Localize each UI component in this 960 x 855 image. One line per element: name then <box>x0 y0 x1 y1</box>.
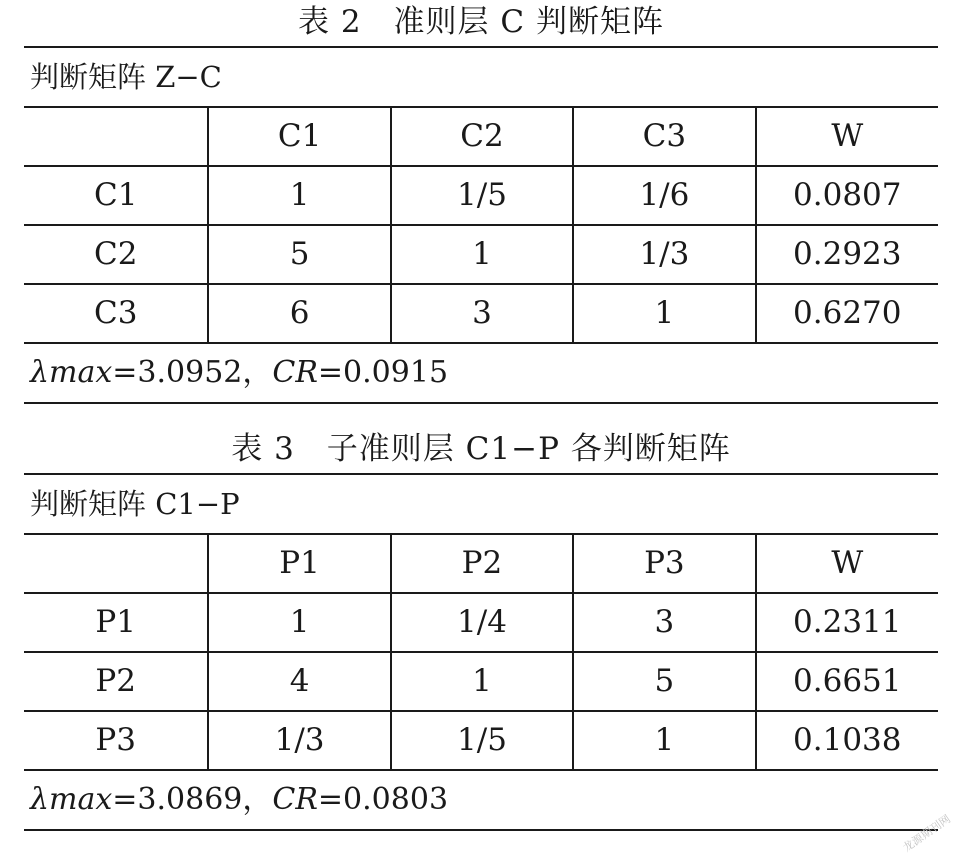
row-label-cell: C3 <box>24 284 208 343</box>
weight-cell: 0.1038 <box>756 711 938 770</box>
judgment-matrix-table <box>24 535 938 771</box>
consistency-footer <box>24 771 938 831</box>
table-row <box>24 225 938 284</box>
table-cell: 1 <box>391 225 573 284</box>
table-row <box>24 652 938 711</box>
header-cell: P2 <box>391 535 573 593</box>
table-cell: 3 <box>573 593 755 652</box>
row-label-cell: C2 <box>24 225 208 284</box>
table-header-row <box>24 108 938 166</box>
lambda-max-symbol: λmax <box>30 782 113 817</box>
table-row <box>24 284 938 343</box>
table-cell: 3 <box>391 284 573 343</box>
header-cell: W <box>756 535 938 593</box>
lambda-max-symbol: λmax <box>30 355 113 390</box>
matrix-table-block-2 <box>24 427 938 831</box>
table-cell: 1 <box>208 593 390 652</box>
header-cell: P3 <box>573 535 755 593</box>
table-row <box>24 711 938 770</box>
matrix-table-block-1 <box>24 0 938 404</box>
table-header-row <box>24 535 938 593</box>
table-caption: 表 3 子准则层 C1−P 各判断矩阵 <box>231 431 731 467</box>
cr-symbol: CR <box>272 355 318 390</box>
cr-value: =0.0803 <box>317 782 449 817</box>
judgment-matrix-table <box>24 108 938 344</box>
weight-cell: 0.6270 <box>756 284 938 343</box>
table-cell: 1 <box>573 711 755 770</box>
weight-cell: 0.6651 <box>756 652 938 711</box>
consistency-footer <box>24 344 938 404</box>
table-caption: 表 2 准则层 C 判断矩阵 <box>297 4 664 40</box>
row-label-cell: P2 <box>24 652 208 711</box>
table-cell: 1 <box>208 166 390 225</box>
cr-value: =0.0915 <box>317 355 449 390</box>
table-cell: 1 <box>573 284 755 343</box>
table-cell: 1/5 <box>391 711 573 770</box>
watermark-text: 龙源期刊网 <box>900 812 954 855</box>
row-label-cell: P3 <box>24 711 208 770</box>
table-cell: 1 <box>391 652 573 711</box>
table-cell: 1/4 <box>391 593 573 652</box>
weight-cell: 0.0807 <box>756 166 938 225</box>
table-cell: 4 <box>208 652 390 711</box>
header-cell: C3 <box>573 108 755 166</box>
header-cell <box>24 535 208 593</box>
table-cell: 6 <box>208 284 390 343</box>
header-cell: C2 <box>391 108 573 166</box>
table-cell: 1/5 <box>391 166 573 225</box>
table-row <box>24 593 938 652</box>
header-cell <box>24 108 208 166</box>
matrix-label: 判断矩阵 C1−P <box>24 475 938 535</box>
matrix-label: 判断矩阵 Z−C <box>24 48 938 108</box>
table-cell: 5 <box>208 225 390 284</box>
row-label-cell: P1 <box>24 593 208 652</box>
lambda-max-value: =3.0869， <box>112 782 273 817</box>
cr-symbol: CR <box>272 782 318 817</box>
weight-cell: 0.2311 <box>756 593 938 652</box>
header-cell: W <box>756 108 938 166</box>
lambda-max-value: =3.0952， <box>112 355 273 390</box>
header-cell: P1 <box>208 535 390 593</box>
table-cell: 1/3 <box>573 225 755 284</box>
row-label-cell: C1 <box>24 166 208 225</box>
table-row <box>24 166 938 225</box>
table-cell: 5 <box>573 652 755 711</box>
table-cell: 1/6 <box>573 166 755 225</box>
header-cell: C1 <box>208 108 390 166</box>
table-cell: 1/3 <box>208 711 390 770</box>
weight-cell: 0.2923 <box>756 225 938 284</box>
